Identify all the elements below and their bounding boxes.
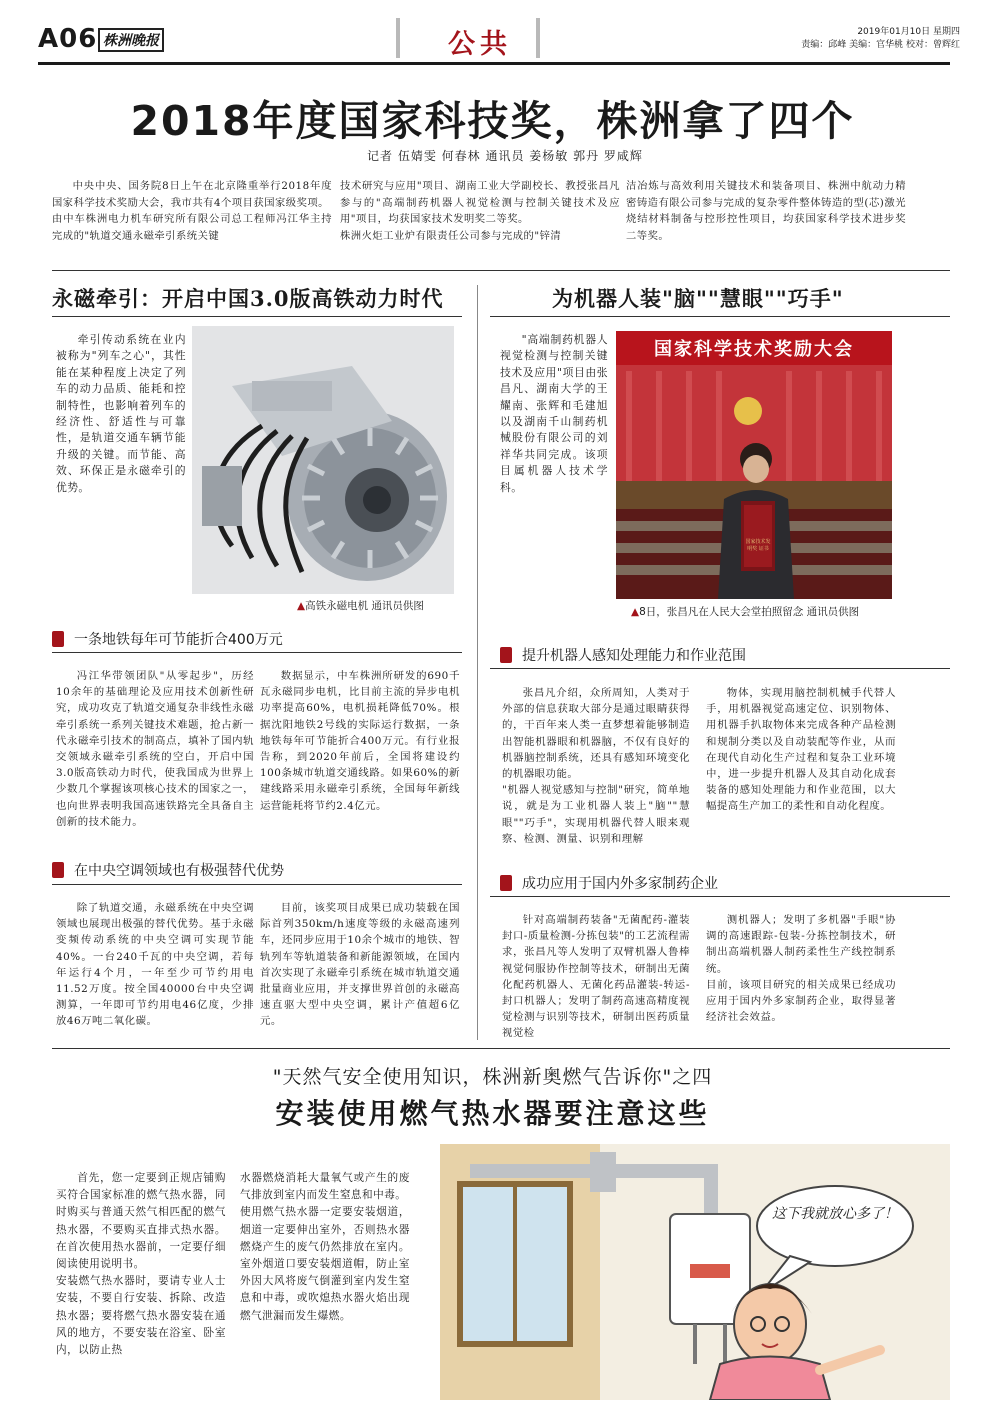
intro-column-3	[626, 178, 906, 244]
left-sidebar-text	[56, 332, 186, 496]
column-divider	[477, 285, 478, 1040]
left-section1-col1	[56, 668, 254, 830]
motor-caption	[297, 598, 424, 613]
left-section2-col2-text: 目前，该奖项目成果已成功装载在国际首列350km/h速度等级的永磁高速列车，还同步应用于10余个城市的地铁、智轨列车等轨道装备和新能源领域，在国内首次实现了永磁牵引系统在城市轨道交通批量商业应用，并支撑世界首创的永磁高速直驱大型中央空调，累计产值超6亿元。	[260, 902, 460, 1028]
left-sidebar-paragraph: 牵引传动系统在业内被称为"列车之心"，其性能在某种程度上决定了列车的动力品质、能耗和控制特性，也影响着列车的经济性、舒适性与可靠性，是轨道交通车辆节能升级的关键。而节能、高效、环保正是永磁牵引的优势。	[56, 333, 186, 494]
caption-marker: ▲	[297, 600, 306, 612]
award-ceremony-image	[616, 331, 892, 599]
section-name: 公共	[448, 29, 512, 60]
staff-credits: 责编：邱峰 美编：官华桃 校对：曾辉红	[801, 40, 960, 50]
right-section1-col2	[706, 685, 896, 815]
header-rule	[38, 62, 950, 65]
right-section2-rule	[490, 896, 950, 897]
section-rule	[52, 1048, 950, 1049]
right-section1-col1-text: 张昌凡介绍，众所周知，人类对于外部的信息获取大部分是通过眼睛获得的，干百年来人类一直梦想着能够制造出智能机器眼和机器脑，不仅有良好的机器脑控制系统，还具有感知环境变化的机器眼功能。 "机器人视觉感知与控制"研究，简单地说，就是为工业机器人装上"脑""慧眼""巧手"，实现用机器代替人眼来观察、检测、测量、识别和理解	[502, 687, 690, 845]
header-separator	[396, 18, 400, 58]
left-section1-rule	[52, 652, 462, 653]
gas-column-1	[56, 1170, 226, 1359]
page-number: A06	[38, 24, 98, 54]
gas-heater-illustration	[440, 1144, 950, 1400]
right-section2-col1	[502, 912, 690, 1042]
gas-column-2	[240, 1170, 410, 1325]
intro-column-1	[52, 178, 332, 244]
gas-col2-text: 水器燃烧消耗大量氧气或产生的废气排放到室内而发生窒息和中毒。 使用燃气热水器一定要安装烟道，烟道一定要伸出室外，否则热水器燃烧产生的废气仍然排放在室内。室外烟道口要安装烟道帽，防止室外因大风将废气倒灌到室内发生窒息和中毒，或吹熄热水器火焰出现燃气泄漏而发生爆燃。	[240, 1172, 410, 1322]
issue-date: 2019年01月10日 星期四	[857, 27, 960, 37]
section-marker	[52, 631, 64, 647]
section-marker	[52, 862, 64, 878]
left-section1-heading	[52, 629, 283, 649]
byline: 记者 伍婧雯 何春林 通讯员 姜杨敏 郭丹 罗咸辉	[367, 149, 643, 163]
left-section2-col1	[56, 900, 254, 1030]
left-section2-col2	[260, 900, 460, 1030]
right-subtitle: 为机器人装"脑""慧眼""巧手"	[552, 286, 844, 311]
right-subtitle-rule	[490, 316, 950, 317]
masthead-logo: 株洲晚报	[98, 28, 164, 52]
intro-col1-text: 中央中央、国务院8日上午在北京隆重举行2018年度国家科学技术奖励大会，我市共有4个项目获国家级奖项。 由中车株洲电力机车研究所有限公司总工程师冯江华主持完成的"轨道交通永磁牵引系统关键	[52, 180, 332, 242]
left-section1-col2-text: 数据显示，中车株洲所研发的690千瓦永磁同步电机，比目前主流的异步电机功率提高60%，电机损耗降低70%。根据沈阳地铁2号线的实际运行数据，一条地铁每年可节能折合400万元。有行业报告称，到2020年前后，全国将建设约100条城市轨道交通线路。如果60%的新建线路采用永磁牵引系统，全国每年新线运营能耗将节约2.4亿元。	[260, 670, 460, 812]
right-section2-col2	[706, 912, 896, 1025]
right-section2-col2-text: 测机器人；发明了多机器"手眼"协调的高速跟踪-包装-分拣控制技术，研制出高端机器人制药柔性生产线控制系统。 目前，该项目研究的相关成果已经成功应用于国内外多家制药企业，取得显著经济社会效益。	[706, 914, 896, 1024]
right-sidebar-text	[500, 332, 608, 496]
left-section1-col2	[260, 668, 460, 814]
left-subtitle-rule	[52, 316, 462, 317]
right-section1-col1	[502, 685, 690, 847]
right-section1-col2-text: 物体，实现用脑控制机械手代替人手，用机器视觉高速定位、识别物体、用机器手扒取物体来完成各种产品检测和规制分类以及自动装配等作业，从而在现代自动化生产过程和复杂工业环境中，进一步提升机器人及其自动化成套装备的感知处理能力和作业范围，以大幅提高生产加工的柔性和自动化程度。	[706, 687, 896, 813]
left-section2-col1-text: 除了轨道交通，永磁系统在中央空调领域也展现出极强的替代优势。基于永磁变频传动系统的中央空调可实现节能40%。一台240千瓦的中央空调，若每年运行4个月，一年至少可节约用电11.52万度。按全国40000台中央空调测算，一年即可节约用电46亿度，少排放46万吨二氧化碳。	[56, 902, 254, 1028]
right-section2-title: 成功应用于国内外多家制药企业	[522, 876, 718, 892]
left-section2-title: 在中央空调领域也有极强替代优势	[74, 863, 284, 879]
award-photo-caption	[631, 604, 859, 619]
gas-col1-text: 首先，您一定要到正规店铺购买符合国家标准的燃气热水器，同时购买与普通天然气相匹配的燃气热水器，不要购买直排式热水器。在首次使用热水器前，一定要仔细阅读使用说明书。 安装燃气热水器时，要请专业人士安装，不要自行安装、拆除、改造热水器；要将燃气热水器安装在通风的地方，不要安装在浴室、卧室内，以防止热	[56, 1172, 226, 1357]
certificate-text: 国家技术发明奖 证书	[745, 539, 771, 552]
award-ceremony-photo	[616, 331, 892, 599]
right-section2-col1-text: 针对高端制药装备"无菌配药-灌装封口-质量检测-分拣包装"的工艺流程需求，张昌凡等人发明了双臂机器人鲁棒视觉伺服协作控制等技术，研制出无菌化配药机器人、无菌化药品灌装-转运-封口机器人；发明了制药高速高精度视觉检测与识别等技术，研制出医药质量视觉检	[502, 914, 690, 1040]
caption-text: 高铁永磁电机 通讯员供图	[305, 600, 424, 612]
right-section1-rule	[490, 668, 950, 669]
intro-column-2	[340, 178, 620, 244]
section-marker	[500, 647, 512, 663]
cartoon-illustration	[440, 1144, 950, 1400]
header-separator	[536, 18, 540, 58]
gas-title: 安装使用燃气热水器要注意这些	[275, 1097, 710, 1130]
gas-series-subtitle: "天然气安全使用知识，株洲新奥燃气告诉你"之四	[272, 1066, 713, 1088]
intro-col2-text: 技术研究与应用"项目、湖南工业大学副校长、教授张昌凡参与的"高端制药机器人视觉检测与控制关键技术及应用"项目，均获国家技术发明奖二等奖。 株洲火炬工业炉有限责任公司参与完成的"锌清	[340, 180, 620, 242]
left-section1-col1-text: 冯江华带领团队"从零起步"，历经10余年的基础理论及应用技术创新性研究，成功攻克了轨道交通复杂非线性永磁牵引系统一系列关键技术难题，抢占新一代永磁牵引技术的制高点，填补了国内轨交领域永磁牵引系统的空白，开启中国3.0版高铁动力时代，使我国成为世界上少数几个掌握该项核心技术的国家之一，也向世界表明我国高速铁路完全具备自主创新的技术能力。	[56, 670, 254, 828]
left-section2-rule	[52, 884, 462, 885]
photo-banner-text: 国家科学技术奖励大会	[654, 339, 854, 360]
left-section2-heading	[52, 860, 284, 880]
section-marker	[500, 875, 512, 891]
motor-photo	[192, 326, 454, 594]
right-section1-heading	[500, 645, 746, 665]
speech-bubble-text: 这下我就放心多了！	[772, 1206, 898, 1222]
right-section1-title: 提升机器人感知处理能力和作业范围	[522, 648, 746, 664]
right-sidebar-paragraph: "高端制药机器人视觉检测与控制关键技术及应用"项目由张昌凡、湖南大学的王耀南、张辉和毛建旭以及湖南千山制药机械股份有限公司的刘祥华共同完成。该项目属机器人技术学科。	[500, 333, 608, 494]
permanent-magnet-motor-image	[192, 326, 454, 594]
caption-text: 8日，张昌凡在人民大会堂拍照留念 通讯员供图	[639, 606, 860, 618]
section-rule	[52, 270, 950, 271]
intro-col3-text: 洁冶炼与高效利用关键技术和装备项目、株洲中航动力精密铸造有限公司参与完成的复杂零件整体铸造的型(芯)激光烧结材料制备与控形控性项目，均获国家科学技术进步奖二等奖。	[626, 180, 906, 242]
main-headline: 2018年度国家科技奖，株洲拿了四个	[130, 97, 855, 145]
left-section1-title: 一条地铁每年可节能折合400万元	[74, 632, 283, 648]
header-meta	[770, 26, 960, 52]
caption-marker: ▲	[631, 606, 640, 618]
right-section2-heading	[500, 873, 718, 893]
left-subtitle: 永磁牵引：开启中国3.0版高铁动力时代	[52, 286, 444, 311]
